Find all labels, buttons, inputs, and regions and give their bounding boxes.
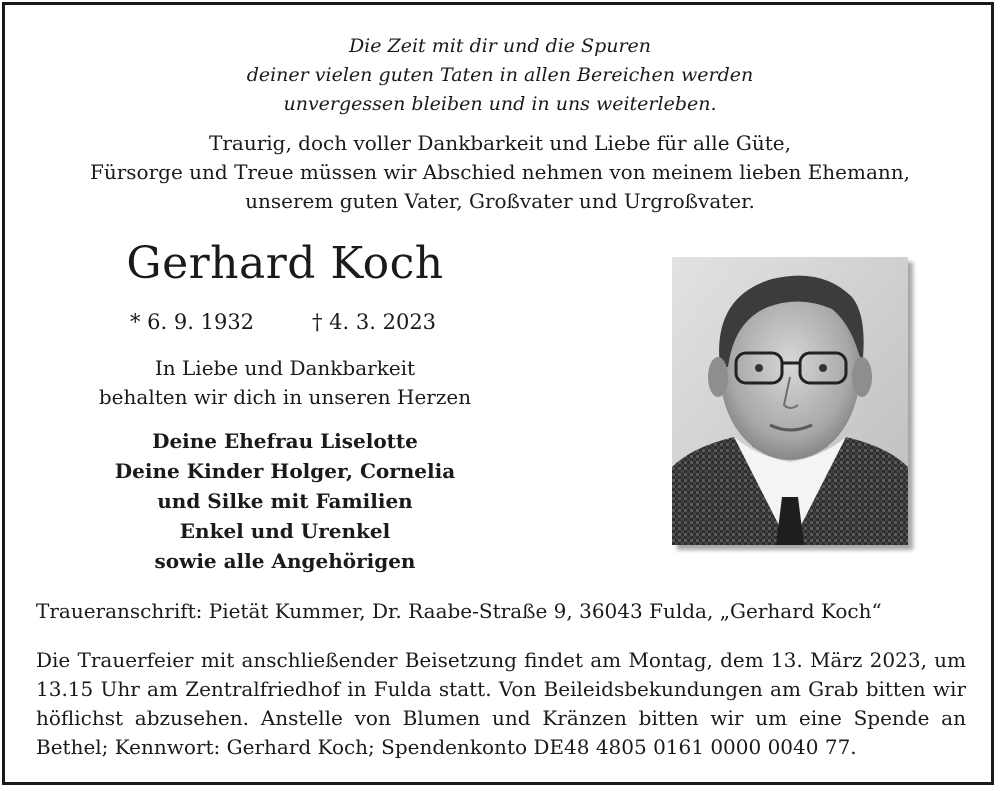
portrait-photo-icon bbox=[672, 257, 908, 545]
remembrance-line: behalten wir dich in unseren Herzen bbox=[98, 385, 472, 409]
portrait-photo bbox=[672, 257, 908, 545]
ceremony-line: Die Trauerfeier mit anschließender Beisetzung findet am Montag, dem 13. März 2023, um bbox=[36, 648, 966, 672]
ceremony-line: höflichst abzusehen. Anstelle von Blumen und Kränzen bitten wir um eine Spende an bbox=[36, 706, 966, 730]
mourner-line: Enkel und Urenkel bbox=[179, 519, 391, 543]
motto-line: unvergessen bleiben und in uns weiterleben. bbox=[283, 93, 717, 115]
remembrance-line: In Liebe und Dankbarkeit bbox=[154, 356, 416, 380]
motto-line: deiner vielen guten Taten in allen Bereichen werden bbox=[246, 64, 754, 86]
birth-date: * 6. 9. 1932 bbox=[130, 310, 255, 334]
mourner-line: Deine Ehefrau Liselotte bbox=[152, 429, 418, 453]
motto-verse bbox=[0, 32, 1000, 119]
intro-line: Fürsorge und Treue müssen wir Abschied nehmen von meinem lieben Ehemann, bbox=[89, 160, 911, 184]
deceased-name: Gerhard Koch bbox=[126, 238, 444, 289]
motto-line: Die Zeit mit dir und die Spuren bbox=[348, 35, 652, 57]
mourners-list bbox=[60, 426, 510, 576]
mourner-line: sowie alle Angehörigen bbox=[154, 549, 416, 573]
ceremony-line: 13.15 Uhr am Zentralfriedhof in Fulda statt. Von Beileidsbekundungen am Grab bitten wir bbox=[36, 677, 966, 701]
mourner-line: und Silke mit Familien bbox=[157, 489, 413, 513]
ceremony-text bbox=[36, 646, 966, 762]
remembrance-text bbox=[60, 354, 510, 412]
mourning-address: Traueranschrift: Pietät Kummer, Dr. Raabe-Straße 9, 36043 Fulda, „Gerhard Koch“ bbox=[36, 599, 882, 623]
death-date: † 4. 3. 2023 bbox=[312, 310, 437, 334]
intro-line: Traurig, doch voller Dankbarkeit und Liebe für alle Güte, bbox=[209, 131, 791, 155]
intro-line: unserem guten Vater, Großvater und Urgroßvater. bbox=[245, 189, 755, 213]
mourner-line: Deine Kinder Holger, Cornelia bbox=[114, 459, 456, 483]
ceremony-line: Bethel; Kennwort: Gerhard Koch; Spendenkonto DE48 4805 0161 0000 0040 77. bbox=[36, 735, 857, 759]
intro-text bbox=[0, 129, 1000, 216]
